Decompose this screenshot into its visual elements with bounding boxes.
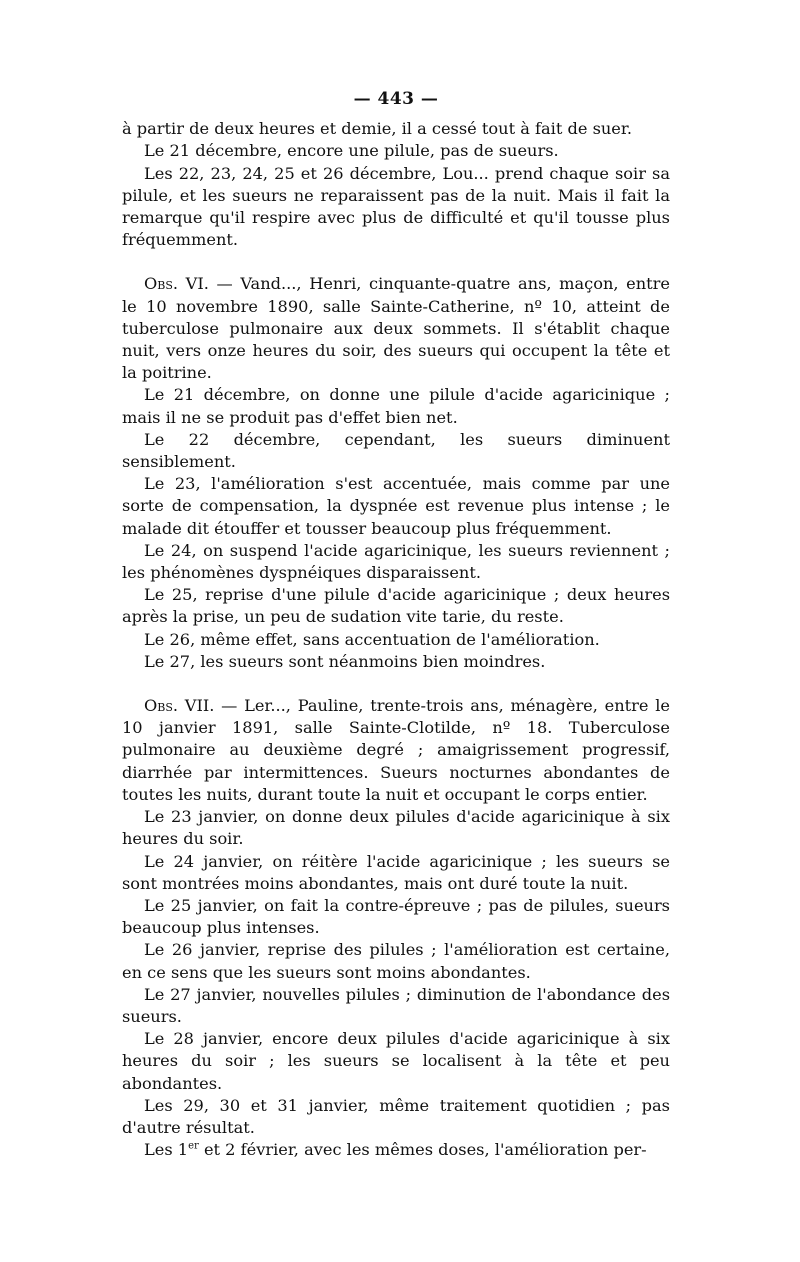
book-page: [122, 88, 670, 1161]
observation-6: [122, 273, 670, 673]
paragraph: Les 29, 30 et 31 janvier, même traitement quotidien ; pas d'autre résultat.: [122, 1095, 670, 1137]
paragraph: Le 22 décembre, cependant, les sueurs diminuent sensiblement.: [122, 429, 670, 472]
paragraph: Le 21 décembre, on donne une pilule d'acide agaricinique ; mais il ne se produit pas d'effet bien net.: [122, 385, 670, 427]
paragraph-last: [122, 1139, 670, 1161]
last-line-start: Les 1: [144, 1140, 189, 1160]
paragraph: Le 26 janvier, reprise des pilules ; l'amélioration est certaine, en ce sens que les sueurs sont moins abondantes.: [122, 940, 670, 982]
paragraph: Le 24 janvier, on réitère l'acide agaricinique ; les sueurs se sont montrées moins abondantes, mais ont duré toute la nuit.: [122, 851, 670, 893]
observation-6-text: — Vand..., Henri, cinquante-quatre ans, maçon, entre le 10 novembre 1890, salle Sainte-Catherine, nº 10, atteint de tuberculose pulmonaire aux deux sommets. Il s'établit chaque nuit, vers onze heures du soir, des sueurs qui occupent la tête et la poitrine.: [122, 274, 670, 383]
paragraph: Le 25 janvier, on fait la contre-épreuve ; pas de pilules, sueurs beaucoup plus intenses.: [122, 895, 670, 938]
paragraph: Le 26, même effet, sans accentuation de l'amélioration.: [144, 629, 600, 649]
ordinal-superscript: er: [188, 1140, 199, 1152]
observation-7-heading: Obs. VII.: [144, 696, 215, 716]
paragraph: Les 22, 23, 24, 25 et 26 décembre, Lou... prend chaque soir sa pilule, et les sueurs ne reparaissent pas de la nuit. Mais il fait la remarque qu'il respire avec plus de difficulté et qu'il tousse plus fréquemment.: [122, 163, 670, 250]
observation-6-heading: Obs. VI.: [144, 274, 209, 294]
paragraph: à partir de deux heures et demie, il a cessé tout à fait de suer.: [122, 119, 632, 139]
observation-7: [122, 695, 670, 1161]
observation-7-intro: [122, 695, 670, 806]
paragraph: Le 25, reprise d'une pilule d'acide agaricinique ; deux heures après la prise, un peu de sudation vite tarie, du reste.: [122, 585, 670, 627]
paragraph: Le 24, on suspend l'acide agaricinique, les sueurs reviennent ; les phénomènes dyspnéiques disparaissent.: [122, 540, 670, 583]
page-number: — 443 —: [353, 89, 439, 109]
paragraph: Le 23 janvier, on donne deux pilules d'acide agaricinique à six heures du soir.: [122, 807, 670, 849]
paragraph: Le 21 décembre, encore une pilule, pas de sueurs.: [144, 141, 559, 161]
observation-6-intro: [122, 273, 670, 384]
paragraph: Le 27 janvier, nouvelles pilules ; diminution de l'abondance des sueurs.: [122, 984, 670, 1026]
paragraph: Le 23, l'amélioration s'est accentuée, mais comme par une sorte de compensation, la dyspnée est revenue plus intense ; le malade dit étouffer et tousser beaucoup plus fréquemment.: [122, 474, 670, 538]
paragraph: Le 28 janvier, encore deux pilules d'acide agaricinique à six heures du soir ; les sueurs se localisent à la tête et peu abondantes.: [122, 1029, 670, 1093]
last-line-end: et 2 février, avec les mêmes doses, l'amélioration per-: [198, 1140, 647, 1160]
paragraph: Le 27, les sueurs sont néanmoins bien moindres.: [144, 651, 546, 671]
observation-7-text: — Ler..., Pauline, trente-trois ans, ménagère, entre le 10 janvier 1891, salle Sainte-Clotilde, nº 18. Tuberculose pulmonaire au deuxième degré ; amaigrissement progressif, diarrhée par intermittences. Sueurs nocturnes abondantes de toutes les nuits, durant toute la nuit et occupant le corps entier.: [122, 696, 670, 804]
